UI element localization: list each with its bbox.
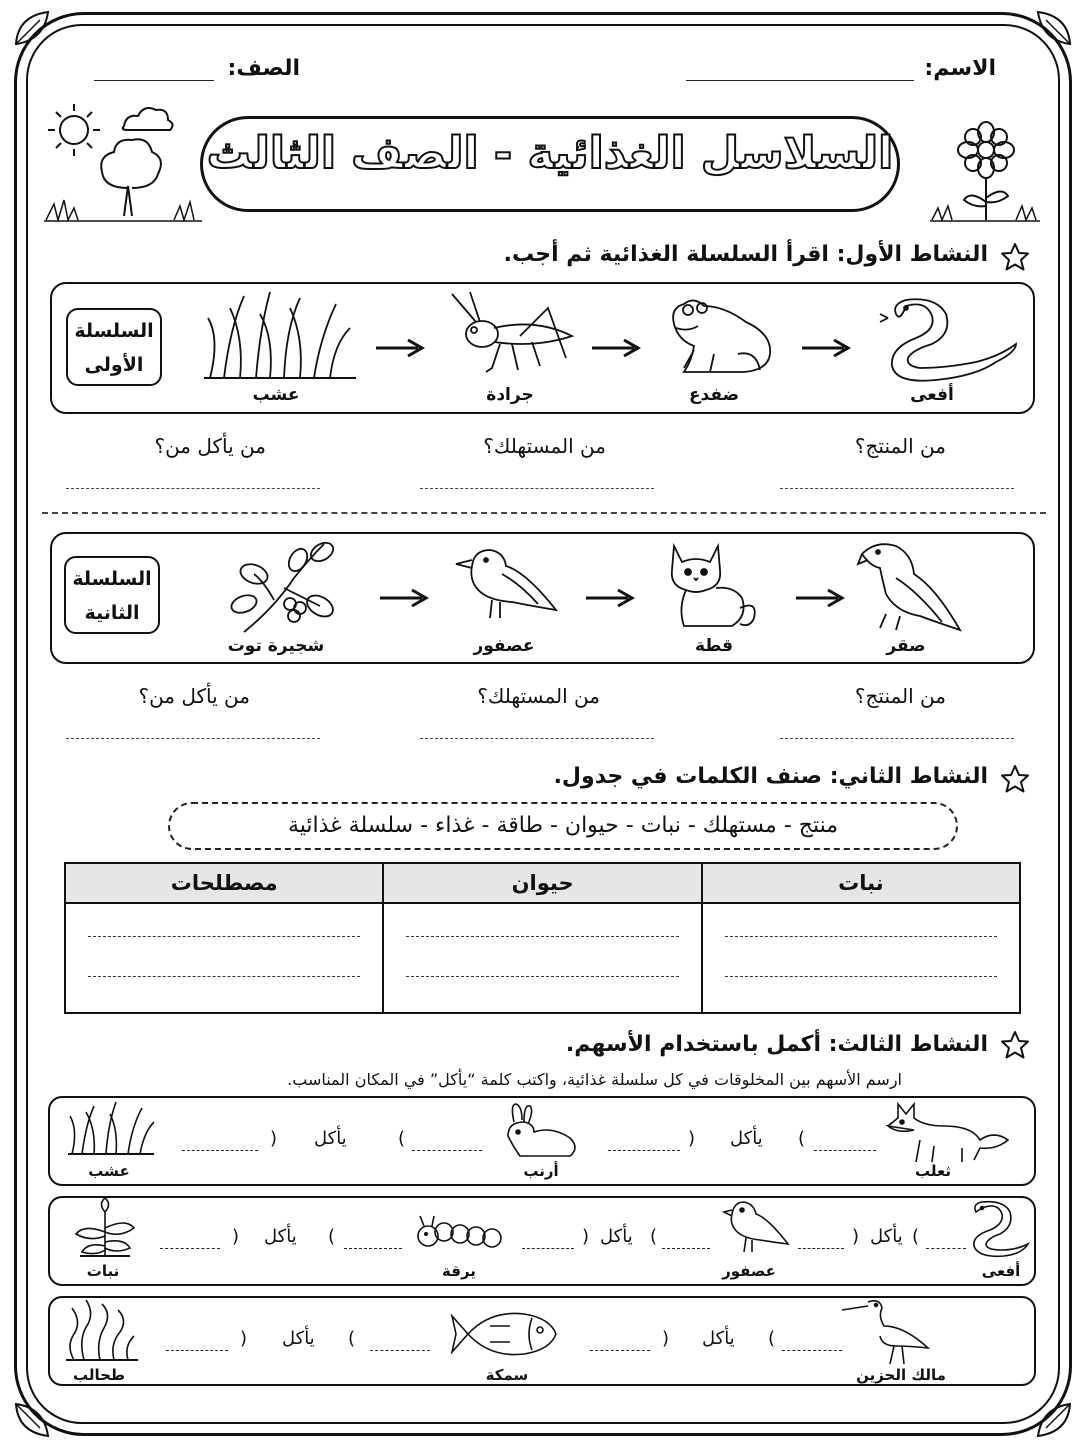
question-who-eats: من يأكل من؟: [138, 684, 250, 708]
answer-line[interactable]: [406, 936, 678, 937]
eats-word: يأكل: [702, 1328, 735, 1349]
chain1-consumer1-label: جرادة: [486, 385, 534, 405]
arrow-blank[interactable]: [608, 1150, 680, 1151]
open-paren: ): [582, 1226, 590, 1247]
fox-icon: [884, 1100, 1010, 1166]
activity1-title: النشاط الأول: اقرأ السلسلة الغذائية ثم أجب.: [503, 242, 988, 267]
question-producer: من المنتج؟: [854, 684, 946, 708]
eats-word: يأكل: [314, 1128, 347, 1149]
answer-line[interactable]: [420, 738, 654, 739]
answer-line[interactable]: [725, 976, 997, 977]
arrow-blank[interactable]: [782, 1350, 842, 1351]
sparrow-icon: [452, 544, 562, 626]
answer-line[interactable]: [420, 488, 654, 489]
open-paren: ): [662, 1328, 670, 1349]
flower-icon: [930, 120, 1040, 226]
open-paren: ): [852, 1226, 860, 1247]
cat-icon: [662, 538, 762, 630]
arrow-icon: [376, 338, 426, 358]
row1-rabbit-label: أرنب: [523, 1162, 559, 1180]
sparrow-icon: [722, 1198, 792, 1258]
chain1-label: [66, 308, 162, 386]
close-paren: (: [328, 1226, 336, 1247]
answer-line[interactable]: [780, 738, 1014, 739]
snake-icon: [966, 1200, 1030, 1260]
chain2-label-line2: الثانية: [84, 602, 140, 624]
chain1-label-line2: الأولى: [84, 354, 144, 376]
close-paren: (: [348, 1328, 356, 1349]
open-paren: ): [232, 1226, 240, 1247]
plant-cell[interactable]: [702, 903, 1020, 1013]
eats-word: يأكل: [282, 1328, 315, 1349]
close-paren: (: [650, 1226, 658, 1247]
eats-word: يأكل: [870, 1226, 903, 1247]
arrow-blank[interactable]: [160, 1248, 220, 1249]
answer-line[interactable]: [66, 738, 320, 739]
arrow-icon: [586, 588, 636, 608]
arrow-icon: [796, 588, 846, 608]
row2-snake-label: أفعى: [981, 1262, 1021, 1280]
section-divider: [42, 512, 1046, 514]
chain1-consumer2-label: ضفدع: [688, 385, 740, 405]
answer-line[interactable]: [66, 488, 320, 489]
page-title: السلاسل الغذائية - الصف الثالث: [206, 128, 894, 179]
chain2-label-line1: السلسلة: [72, 568, 152, 590]
activity3-instruction: ارسم الأسهم بين المخلوقات في كل سلسلة غذائية، واكتب كلمة “يأكل” في المكان المناسب.: [287, 1070, 902, 1089]
grass-icon: [66, 1100, 156, 1156]
arrow-blank[interactable]: [166, 1350, 228, 1351]
arrow-blank[interactable]: [814, 1150, 876, 1151]
close-paren: (: [912, 1226, 920, 1247]
open-paren: ): [240, 1328, 248, 1349]
chain2-consumer1-label: عصفور: [473, 636, 535, 656]
arrow-icon: [592, 338, 642, 358]
row3-heron-label: مالك الحزين: [856, 1366, 946, 1384]
leaf-icon: [10, 1398, 54, 1442]
chain1-label-line1: السلسلة: [74, 320, 154, 342]
chain2-consumer3-label: صقر: [886, 636, 926, 656]
name-field[interactable]: [686, 80, 914, 81]
heron-icon: [838, 1296, 938, 1366]
arrow-blank[interactable]: [522, 1248, 574, 1249]
caterpillar-icon: [416, 1212, 512, 1256]
column-header-plant: نبات: [702, 863, 1020, 903]
eagle-icon: [856, 538, 966, 634]
eats-word: يأكل: [600, 1226, 633, 1247]
close-paren: (: [798, 1128, 806, 1149]
row2-sparrow-label: عصفور: [722, 1262, 776, 1280]
answer-line[interactable]: [780, 488, 1014, 489]
snake-icon: [876, 296, 1022, 386]
row1-fox-label: ثعلب: [914, 1162, 952, 1180]
arrow-icon: [380, 588, 430, 608]
question-producer: من المنتج؟: [854, 434, 946, 458]
rabbit-icon: [500, 1102, 580, 1158]
berry-bush-icon: [224, 538, 344, 634]
arrow-blank[interactable]: [590, 1350, 650, 1351]
answer-line[interactable]: [88, 936, 360, 937]
terms-cell[interactable]: [65, 903, 383, 1013]
close-paren: (: [768, 1328, 776, 1349]
chain2-consumer2-label: قطة: [694, 636, 733, 656]
arrow-blank[interactable]: [798, 1248, 844, 1249]
close-paren: (: [398, 1128, 406, 1149]
arrow-icon: [802, 338, 852, 358]
question-consumer: من المستهلك؟: [483, 434, 606, 458]
open-paren: ): [270, 1128, 278, 1149]
word-bank: منتج - مستهلك - نبات - حيوان - طاقة - غذاء - سلسلة غذائية: [168, 802, 958, 850]
activity2-title: النشاط الثاني: صنف الكلمات في جدول.: [553, 764, 988, 789]
answer-line[interactable]: [88, 976, 360, 977]
activity3-title: النشاط الثالث: أكمل باستخدام الأسهم.: [565, 1032, 988, 1057]
chain1-producer-label: عشب: [252, 385, 300, 405]
question-who-eats: من يأكل من؟: [154, 434, 266, 458]
seaweed-icon: [62, 1298, 140, 1362]
chain1-consumer3-label: أفعى: [910, 385, 954, 405]
leaf-icon: [1032, 1398, 1076, 1442]
star-icon: [1000, 1030, 1030, 1060]
row1-grass-label: عشب: [88, 1162, 130, 1180]
open-paren: ): [688, 1128, 696, 1149]
class-field[interactable]: [94, 80, 214, 81]
plant-icon: [70, 1198, 140, 1258]
column-header-animal: حيوان: [383, 863, 701, 903]
star-icon: [1000, 764, 1030, 794]
arrow-blank[interactable]: [370, 1350, 430, 1351]
fish-icon: [450, 1306, 560, 1362]
class-label: الصف:: [227, 56, 300, 81]
animal-cell[interactable]: [383, 903, 701, 1013]
arrow-blank[interactable]: [926, 1248, 966, 1249]
row2-plant-label: نبات: [86, 1262, 120, 1280]
leaf-icon: [1032, 6, 1076, 50]
answer-line[interactable]: [406, 976, 678, 977]
row3-fish-label: سمكة: [485, 1366, 529, 1384]
grasshopper-icon: [436, 292, 580, 382]
grass-icon: [200, 288, 360, 380]
eats-word: يأكل: [264, 1226, 297, 1247]
star-icon: [1000, 242, 1030, 272]
arrow-blank[interactable]: [412, 1150, 482, 1151]
sun-tree-icon: [44, 96, 204, 226]
classification-table: [64, 862, 1021, 1014]
frog-icon: [664, 294, 776, 376]
row3-algae-label: طحالب: [72, 1366, 126, 1384]
leaf-icon: [10, 6, 54, 50]
answer-line[interactable]: [725, 936, 997, 937]
row2-caterpillar-label: يرقة: [442, 1262, 476, 1280]
name-label: الاسم:: [924, 56, 996, 81]
column-header-terms: مصطلحات: [65, 863, 383, 903]
arrow-blank[interactable]: [182, 1150, 258, 1151]
question-consumer: من المستهلك؟: [477, 684, 600, 708]
arrow-blank[interactable]: [662, 1248, 710, 1249]
arrow-blank[interactable]: [344, 1248, 402, 1249]
eats-word: يأكل: [730, 1128, 763, 1149]
chain2-label: [64, 556, 160, 634]
chain2-producer-label: شجيرة توت: [227, 636, 325, 656]
